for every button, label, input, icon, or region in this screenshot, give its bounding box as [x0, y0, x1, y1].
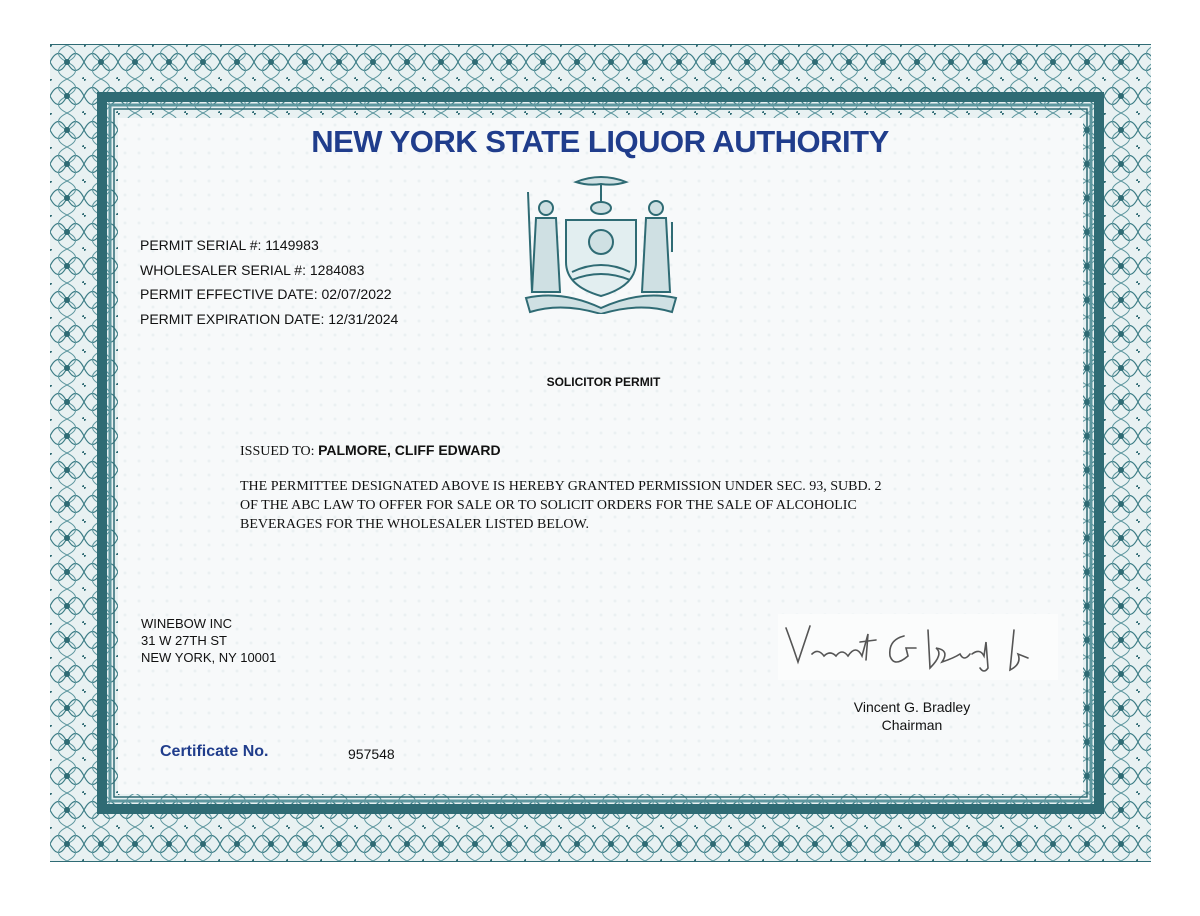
permission-line: THE PERMITTEE DESIGNATED ABOVE IS HEREBY GRANTED PERMISSION UNDER SEC. 93, SUBD. 2 — [240, 479, 882, 494]
permit-details — [140, 236, 398, 334]
new-york-state-seal-icon — [522, 172, 680, 314]
agency-title: NEW YORK STATE LIQUOR AUTHORITY — [311, 124, 889, 159]
signer-title: Chairman — [881, 717, 943, 733]
wholesaler-street: 31 W 27TH ST — [141, 633, 227, 648]
wholesaler-name: WINEBOW INC — [141, 616, 232, 631]
permit-effective-date: PERMIT EFFECTIVE DATE: 02/07/2022 — [140, 286, 392, 302]
issued-to — [240, 442, 501, 460]
wholesaler-city: NEW YORK, NY 10001 — [141, 650, 277, 665]
wholesaler-address — [141, 615, 276, 666]
issued-to-label: ISSUED TO: — [240, 444, 315, 459]
permit-expiration-date: PERMIT EXPIRATION DATE: 12/31/2024 — [140, 310, 399, 327]
permit-serial: PERMIT SERIAL #: 1149983 — [140, 237, 319, 253]
permission-line: OF THE ABC LAW TO OFFER FOR SALE OR TO SOLICIT ORDERS FOR THE SALE OF ALCOHOLIC — [240, 498, 857, 513]
wholesaler-serial: WHOLESALER SERIAL #: 1284083 — [140, 261, 365, 278]
certificate-number-label: Certificate No. — [160, 743, 269, 760]
permit-type: SOLICITOR PERMIT — [546, 375, 661, 389]
handwritten-signature-icon — [778, 614, 1058, 680]
certificate-number: 957548 — [348, 746, 395, 762]
permittee-name: PALMORE, CLIFF EDWARD — [318, 442, 501, 458]
signer-name: Vincent G. Bradley — [853, 699, 971, 715]
permission-statement — [240, 477, 980, 534]
permission-line: BEVERAGES FOR THE WHOLESALER LISTED BELOW. — [240, 517, 589, 532]
signer-block — [812, 698, 1012, 734]
